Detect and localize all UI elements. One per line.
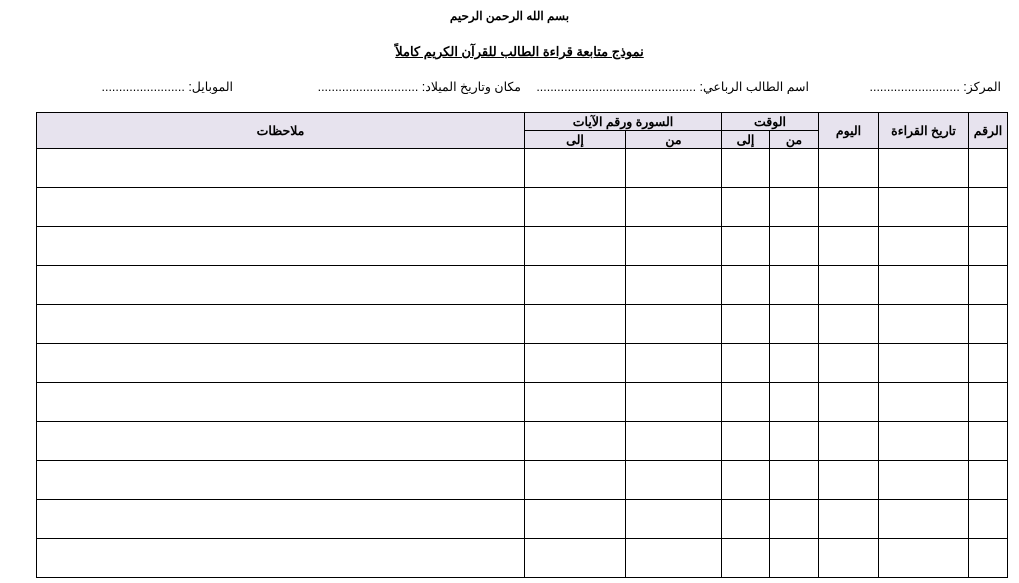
table-row — [37, 461, 1008, 500]
table-row — [37, 305, 1008, 344]
time-from-cell[interactable] — [770, 344, 819, 383]
notes-cell[interactable] — [37, 422, 525, 461]
table-row — [37, 500, 1008, 539]
reading-date-cell[interactable] — [879, 539, 969, 578]
header-time: الوقت — [722, 113, 819, 131]
student-name-field: اسم الطالب الرباعي: .............................................. — [536, 80, 809, 94]
surah-from-cell[interactable] — [626, 227, 722, 266]
reading-date-cell[interactable] — [879, 266, 969, 305]
day-cell[interactable] — [819, 149, 879, 188]
number-cell[interactable] — [969, 305, 1008, 344]
reading-date-cell[interactable] — [879, 149, 969, 188]
header-day: اليوم — [819, 113, 879, 149]
surah-to-cell[interactable] — [525, 500, 626, 539]
day-cell[interactable] — [819, 500, 879, 539]
time-to-cell[interactable] — [722, 383, 770, 422]
table-row — [37, 188, 1008, 227]
surah-from-cell[interactable] — [626, 500, 722, 539]
surah-to-cell[interactable] — [525, 227, 626, 266]
surah-from-cell[interactable] — [626, 305, 722, 344]
number-cell[interactable] — [969, 188, 1008, 227]
notes-cell[interactable] — [37, 344, 525, 383]
surah-to-cell[interactable] — [525, 539, 626, 578]
time-from-cell[interactable] — [770, 500, 819, 539]
subheader-time-to: إلى — [722, 131, 770, 149]
number-cell[interactable] — [969, 344, 1008, 383]
surah-to-cell[interactable] — [525, 305, 626, 344]
reading-date-cell[interactable] — [879, 227, 969, 266]
day-cell[interactable] — [819, 188, 879, 227]
surah-from-cell[interactable] — [626, 422, 722, 461]
number-cell[interactable] — [969, 227, 1008, 266]
number-cell[interactable] — [969, 500, 1008, 539]
mobile-field: الموبايل: ........................ — [101, 80, 233, 94]
day-cell[interactable] — [819, 383, 879, 422]
number-cell[interactable] — [969, 461, 1008, 500]
day-cell[interactable] — [819, 344, 879, 383]
form-fields — [0, 79, 1019, 97]
table-body — [37, 149, 1008, 578]
number-cell[interactable] — [969, 383, 1008, 422]
day-cell[interactable] — [819, 305, 879, 344]
time-from-cell[interactable] — [770, 383, 819, 422]
reading-date-cell[interactable] — [879, 383, 969, 422]
notes-cell[interactable] — [37, 539, 525, 578]
subheader-time-from: من — [770, 131, 819, 149]
time-from-cell[interactable] — [770, 266, 819, 305]
time-to-cell[interactable] — [722, 149, 770, 188]
table-row — [37, 383, 1008, 422]
table-row — [37, 266, 1008, 305]
day-cell[interactable] — [819, 227, 879, 266]
header-notes: ملاحظات — [37, 113, 525, 149]
table-row — [37, 422, 1008, 461]
day-cell[interactable] — [819, 539, 879, 578]
surah-to-cell[interactable] — [525, 266, 626, 305]
time-to-cell[interactable] — [722, 266, 770, 305]
reading-log-table — [36, 112, 1008, 578]
day-cell[interactable] — [819, 461, 879, 500]
center-field: المركز: .......................... — [869, 80, 1001, 94]
surah-to-cell[interactable] — [525, 344, 626, 383]
surah-from-cell[interactable] — [626, 539, 722, 578]
surah-to-cell[interactable] — [525, 422, 626, 461]
number-cell[interactable] — [969, 149, 1008, 188]
table-row — [37, 227, 1008, 266]
surah-to-cell[interactable] — [525, 461, 626, 500]
time-to-cell[interactable] — [722, 500, 770, 539]
number-cell[interactable] — [969, 266, 1008, 305]
form-title: نموذج متابعة قراءة الطالب للقرآن الكريم كاملاً — [395, 44, 644, 59]
time-from-cell[interactable] — [770, 305, 819, 344]
table-row — [37, 539, 1008, 578]
day-cell[interactable] — [819, 266, 879, 305]
time-from-cell[interactable] — [770, 188, 819, 227]
bismillah-heading: بسم الله الرحمن الرحيم — [449, 9, 570, 23]
time-from-cell[interactable] — [770, 461, 819, 500]
time-to-cell[interactable] — [722, 461, 770, 500]
time-to-cell[interactable] — [722, 422, 770, 461]
surah-from-cell[interactable] — [626, 461, 722, 500]
subheader-surah-to: إلى — [525, 131, 626, 149]
table-row — [37, 149, 1008, 188]
notes-cell[interactable] — [37, 305, 525, 344]
surah-from-cell[interactable] — [626, 188, 722, 227]
time-to-cell[interactable] — [722, 188, 770, 227]
reading-date-cell[interactable] — [879, 461, 969, 500]
reading-date-cell[interactable] — [879, 500, 969, 539]
notes-cell[interactable] — [37, 227, 525, 266]
number-cell[interactable] — [969, 422, 1008, 461]
subheader-surah-from: من — [626, 131, 722, 149]
notes-cell[interactable] — [37, 461, 525, 500]
time-to-cell[interactable] — [722, 227, 770, 266]
reading-date-cell[interactable] — [879, 305, 969, 344]
reading-date-cell[interactable] — [879, 344, 969, 383]
time-from-cell[interactable] — [770, 227, 819, 266]
number-cell[interactable] — [969, 539, 1008, 578]
notes-cell[interactable] — [37, 149, 525, 188]
surah-from-cell[interactable] — [626, 383, 722, 422]
time-from-cell[interactable] — [770, 422, 819, 461]
surah-to-cell[interactable] — [525, 188, 626, 227]
notes-cell[interactable] — [37, 383, 525, 422]
header-number: الرقم — [969, 113, 1008, 149]
surah-from-cell[interactable] — [626, 344, 722, 383]
notes-cell[interactable] — [37, 266, 525, 305]
table-row — [37, 344, 1008, 383]
notes-cell[interactable] — [37, 188, 525, 227]
surah-to-cell[interactable] — [525, 149, 626, 188]
birth-place-date-field: مكان وتاريخ الميلاد: ............................. — [317, 80, 521, 94]
reading-date-cell[interactable] — [879, 188, 969, 227]
surah-from-cell[interactable] — [626, 266, 722, 305]
header-surah-ayat: السورة ورقم الآيات — [525, 113, 722, 131]
surah-from-cell[interactable] — [626, 149, 722, 188]
surah-to-cell[interactable] — [525, 383, 626, 422]
time-to-cell[interactable] — [722, 539, 770, 578]
time-from-cell[interactable] — [770, 539, 819, 578]
reading-date-cell[interactable] — [879, 422, 969, 461]
header-reading-date: تاريخ القراءة — [879, 113, 969, 149]
time-to-cell[interactable] — [722, 305, 770, 344]
notes-cell[interactable] — [37, 500, 525, 539]
time-from-cell[interactable] — [770, 149, 819, 188]
day-cell[interactable] — [819, 422, 879, 461]
time-to-cell[interactable] — [722, 344, 770, 383]
